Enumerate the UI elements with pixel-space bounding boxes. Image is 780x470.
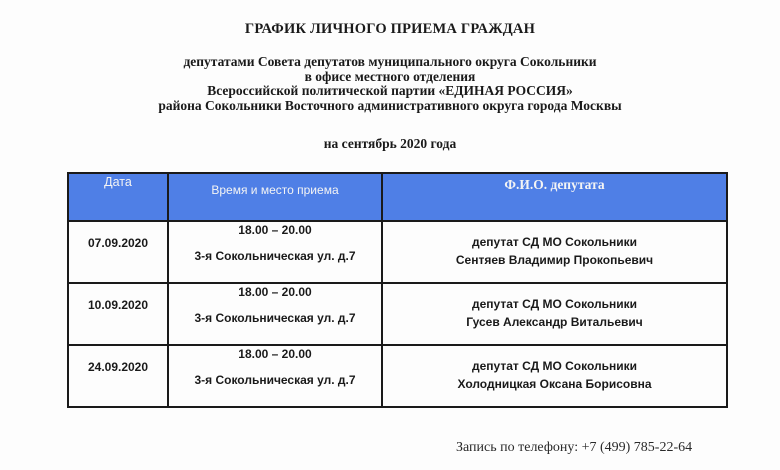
phone-signup-note: Запись по телефону: +7 (499) 785-22-64 [456,440,693,455]
table-row [68,221,727,283]
period-label: на сентябрь 2020 года [323,136,457,151]
subtitle-line: района Сокольники Восточного административного округа города Москвы [158,97,622,113]
row-time: 18.00 – 20.00 [238,347,312,361]
header-deputy: Ф.И.О. депутата [382,173,727,221]
table-header-row [68,173,727,221]
row-place: 3-я Сокольническая ул. д.7 [194,373,356,387]
subtitle-line: в офисе местного отделения [304,68,476,84]
subtitle-line: депутатами Совета депутатов муниципального округа Сокольники [183,54,597,69]
subtitle [0,55,780,113]
row-time: 18.00 – 20.00 [238,223,312,237]
row-role: депутат СД МО Сокольники [471,297,638,311]
row-date: 10.09.2020 [68,283,168,345]
row-time-place [168,283,382,345]
row-role: депутат СД МО Сокольники [471,235,638,249]
row-name: Холодницкая Оксана Борисовна [457,377,652,391]
row-deputy [382,345,727,407]
row-deputy [382,283,727,345]
row-date: 07.09.2020 [68,221,168,283]
row-time-place [168,221,382,283]
row-deputy [382,221,727,283]
row-time-place [168,345,382,407]
row-place: 3-я Сокольническая ул. д.7 [194,249,356,263]
subtitle-line: Всероссийской политической партии «ЕДИНАЯ РОССИЯ» [207,83,573,98]
header-date: Дата [68,173,168,221]
table-row [68,345,727,407]
page-title: ГРАФИК ЛИЧНОГО ПРИЕМА ГРАЖДАН [244,21,536,37]
table-row [68,283,727,345]
row-name: Гусев Александр Витальевич [466,315,643,329]
row-date: 24.09.2020 [68,345,168,407]
schedule-table [67,172,728,408]
header-time-place: Время и место приема [168,173,382,221]
row-time: 18.00 – 20.00 [238,285,312,299]
row-name: Сентяев Владимир Прокопьевич [455,253,654,267]
row-place: 3-я Сокольническая ул. д.7 [194,311,356,325]
row-role: депутат СД МО Сокольники [471,359,638,373]
